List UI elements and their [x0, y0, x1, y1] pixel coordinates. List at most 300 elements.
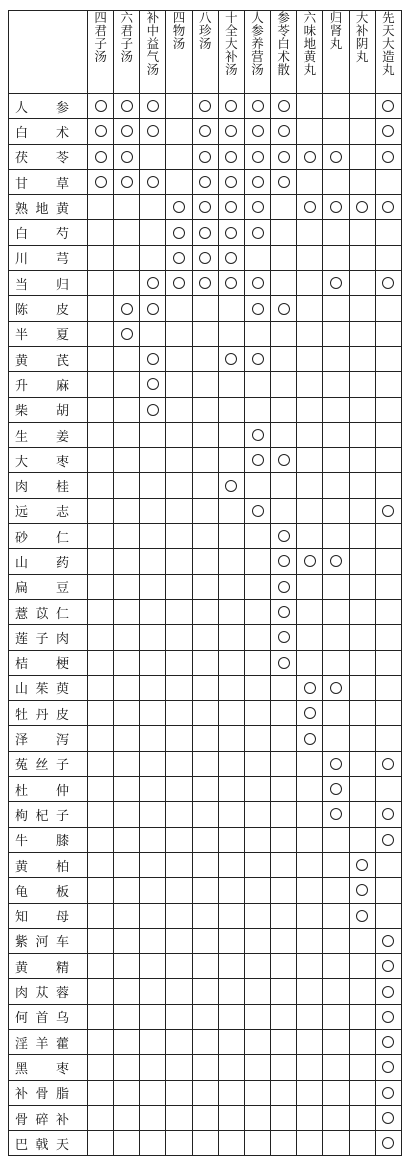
- mark-cell-empty: [375, 777, 401, 802]
- mark-cell-empty: [192, 625, 218, 650]
- circle-mark-icon: [278, 530, 290, 542]
- mark-cell-empty: [166, 346, 192, 371]
- mark-cell-empty: [114, 599, 140, 624]
- circle-mark-icon: [147, 404, 159, 416]
- mark-cell-empty: [88, 701, 114, 726]
- mark-cell-empty: [323, 827, 349, 852]
- mark-cell-empty: [114, 346, 140, 371]
- mark-cell-empty: [88, 549, 114, 574]
- mark-cell-empty: [349, 1131, 375, 1156]
- mark-cell-empty: [192, 827, 218, 852]
- table-row: [9, 245, 402, 270]
- mark-cell-filled: [140, 119, 166, 144]
- mark-cell-filled: [218, 220, 244, 245]
- mark-cell-filled: [140, 169, 166, 194]
- mark-cell-empty: [323, 524, 349, 549]
- mark-cell-empty: [114, 701, 140, 726]
- mark-cell-empty: [140, 195, 166, 220]
- mark-cell-empty: [192, 1004, 218, 1029]
- mark-cell-filled: [218, 195, 244, 220]
- mark-cell-empty: [114, 903, 140, 928]
- formula-name: 十 全 大 补 汤: [225, 10, 238, 77]
- circle-mark-icon: [382, 935, 394, 947]
- mark-cell-filled: [192, 195, 218, 220]
- mark-cell-empty: [297, 524, 323, 549]
- mark-cell-empty: [88, 954, 114, 979]
- circle-mark-icon: [382, 125, 394, 137]
- mark-cell-empty: [244, 245, 270, 270]
- mark-cell-empty: [218, 650, 244, 675]
- circle-mark-icon: [382, 277, 394, 289]
- mark-cell-filled: [375, 119, 401, 144]
- mark-cell-empty: [349, 599, 375, 624]
- mark-cell-empty: [271, 321, 297, 346]
- mark-cell-empty: [140, 220, 166, 245]
- mark-cell-filled: [244, 346, 270, 371]
- circle-mark-icon: [278, 176, 290, 188]
- mark-cell-empty: [244, 852, 270, 877]
- mark-cell-empty: [88, 777, 114, 802]
- formula-header: [349, 11, 375, 94]
- table-row: [9, 195, 402, 220]
- mark-cell-filled: [271, 94, 297, 119]
- formula-name: 四 君 子 汤: [94, 10, 107, 64]
- mark-cell-empty: [166, 549, 192, 574]
- mark-cell-filled: [375, 195, 401, 220]
- mark-cell-empty: [140, 954, 166, 979]
- mark-cell-filled: [140, 397, 166, 422]
- mark-cell-empty: [140, 802, 166, 827]
- mark-cell-empty: [349, 144, 375, 169]
- circle-mark-icon: [304, 555, 316, 567]
- mark-cell-empty: [349, 119, 375, 144]
- mark-cell-empty: [218, 1080, 244, 1105]
- mark-cell-empty: [349, 1004, 375, 1029]
- table-row: [9, 701, 402, 726]
- mark-cell-empty: [323, 473, 349, 498]
- mark-cell-empty: [166, 625, 192, 650]
- mark-cell-filled: [244, 220, 270, 245]
- table-row: [9, 878, 402, 903]
- mark-cell-empty: [323, 903, 349, 928]
- mark-cell-empty: [349, 1080, 375, 1105]
- mark-cell-empty: [218, 549, 244, 574]
- herb-name: 紫河车: [9, 928, 88, 953]
- mark-cell-empty: [244, 802, 270, 827]
- mark-cell-empty: [375, 296, 401, 321]
- mark-cell-empty: [192, 1080, 218, 1105]
- mark-cell-empty: [218, 1055, 244, 1080]
- mark-cell-empty: [349, 245, 375, 270]
- circle-mark-icon: [147, 378, 159, 390]
- circle-mark-icon: [225, 277, 237, 289]
- herb-name: 山茱萸: [9, 675, 88, 700]
- herb-name: 黄 芪: [9, 346, 88, 371]
- mark-cell-empty: [349, 1029, 375, 1054]
- mark-cell-filled: [166, 271, 192, 296]
- mark-cell-empty: [244, 777, 270, 802]
- mark-cell-empty: [349, 650, 375, 675]
- mark-cell-empty: [375, 549, 401, 574]
- herb-name: 茯 苓: [9, 144, 88, 169]
- mark-cell-filled: [323, 751, 349, 776]
- mark-cell-empty: [297, 448, 323, 473]
- herb-name: 淫羊藿: [9, 1029, 88, 1054]
- mark-cell-filled: [218, 271, 244, 296]
- mark-cell-empty: [114, 954, 140, 979]
- mark-cell-filled: [375, 144, 401, 169]
- mark-cell-empty: [271, 928, 297, 953]
- mark-cell-empty: [140, 701, 166, 726]
- circle-mark-icon: [147, 353, 159, 365]
- mark-cell-empty: [244, 1080, 270, 1105]
- circle-mark-icon: [278, 581, 290, 593]
- mark-cell-empty: [297, 928, 323, 953]
- mark-cell-empty: [140, 524, 166, 549]
- mark-cell-empty: [166, 422, 192, 447]
- mark-cell-filled: [375, 1105, 401, 1130]
- table-row: [9, 346, 402, 371]
- circle-mark-icon: [147, 125, 159, 137]
- herb-name: 黄 精: [9, 954, 88, 979]
- mark-cell-filled: [114, 94, 140, 119]
- circle-mark-icon: [330, 555, 342, 567]
- circle-mark-icon: [252, 227, 264, 239]
- mark-cell-empty: [114, 777, 140, 802]
- mark-cell-empty: [140, 1029, 166, 1054]
- mark-cell-filled: [218, 346, 244, 371]
- circle-mark-icon: [225, 176, 237, 188]
- mark-cell-empty: [218, 1004, 244, 1029]
- mark-cell-empty: [114, 827, 140, 852]
- herb-name: 何首乌: [9, 1004, 88, 1029]
- mark-cell-empty: [88, 928, 114, 953]
- table-row: [9, 751, 402, 776]
- herb-name: 莲子肉: [9, 625, 88, 650]
- mark-cell-filled: [375, 1055, 401, 1080]
- mark-cell-empty: [166, 574, 192, 599]
- circle-mark-icon: [121, 125, 133, 137]
- mark-cell-filled: [375, 928, 401, 953]
- mark-cell-filled: [349, 878, 375, 903]
- mark-cell-empty: [218, 878, 244, 903]
- circle-mark-icon: [147, 176, 159, 188]
- mark-cell-filled: [375, 802, 401, 827]
- mark-cell-empty: [218, 397, 244, 422]
- mark-cell-empty: [271, 979, 297, 1004]
- mark-cell-empty: [192, 979, 218, 1004]
- mark-cell-empty: [244, 1004, 270, 1029]
- mark-cell-empty: [297, 397, 323, 422]
- mark-cell-empty: [271, 422, 297, 447]
- mark-cell-empty: [375, 726, 401, 751]
- mark-cell-empty: [192, 473, 218, 498]
- table-row: [9, 1105, 402, 1130]
- mark-cell-empty: [244, 701, 270, 726]
- mark-cell-empty: [244, 827, 270, 852]
- mark-cell-empty: [192, 751, 218, 776]
- mark-cell-empty: [114, 195, 140, 220]
- mark-cell-empty: [297, 169, 323, 194]
- formula-header: [271, 11, 297, 94]
- circle-mark-icon: [382, 1137, 394, 1149]
- mark-cell-empty: [218, 726, 244, 751]
- circle-mark-icon: [382, 1087, 394, 1099]
- mark-cell-empty: [88, 574, 114, 599]
- mark-cell-empty: [140, 1131, 166, 1156]
- formula-name: 六 味 地 黄 丸: [303, 10, 317, 77]
- mark-cell-empty: [140, 903, 166, 928]
- circle-mark-icon: [199, 176, 211, 188]
- mark-cell-empty: [375, 625, 401, 650]
- mark-cell-empty: [349, 675, 375, 700]
- mark-cell-filled: [323, 195, 349, 220]
- mark-cell-filled: [244, 422, 270, 447]
- herb-name: 黑 枣: [9, 1055, 88, 1080]
- mark-cell-empty: [166, 852, 192, 877]
- mark-cell-empty: [88, 397, 114, 422]
- mark-cell-empty: [140, 448, 166, 473]
- mark-cell-filled: [271, 524, 297, 549]
- mark-cell-empty: [140, 1055, 166, 1080]
- mark-cell-empty: [297, 372, 323, 397]
- mark-cell-empty: [297, 1004, 323, 1029]
- mark-cell-empty: [218, 751, 244, 776]
- mark-cell-empty: [88, 220, 114, 245]
- table-row: [9, 1080, 402, 1105]
- mark-cell-empty: [297, 422, 323, 447]
- mark-cell-empty: [271, 954, 297, 979]
- circle-mark-icon: [225, 353, 237, 365]
- mark-cell-filled: [375, 1080, 401, 1105]
- herb-name: 人 参: [9, 94, 88, 119]
- mark-cell-empty: [140, 599, 166, 624]
- mark-cell-empty: [323, 878, 349, 903]
- circle-mark-icon: [173, 227, 185, 239]
- mark-cell-empty: [375, 372, 401, 397]
- mark-cell-empty: [375, 473, 401, 498]
- mark-cell-filled: [192, 119, 218, 144]
- mark-cell-empty: [192, 422, 218, 447]
- mark-cell-empty: [192, 574, 218, 599]
- table-body: [9, 94, 402, 1156]
- mark-cell-empty: [218, 802, 244, 827]
- circle-mark-icon: [304, 151, 316, 163]
- mark-cell-filled: [192, 94, 218, 119]
- circle-mark-icon: [121, 328, 133, 340]
- mark-cell-empty: [297, 220, 323, 245]
- formula-header: [192, 11, 218, 94]
- mark-cell-filled: [140, 372, 166, 397]
- mark-cell-empty: [323, 448, 349, 473]
- mark-cell-empty: [375, 524, 401, 549]
- herb-name: 薏苡仁: [9, 599, 88, 624]
- mark-cell-empty: [297, 1080, 323, 1105]
- herb-name: 泽 泻: [9, 726, 88, 751]
- mark-cell-empty: [349, 296, 375, 321]
- mark-cell-empty: [114, 397, 140, 422]
- mark-cell-empty: [218, 1131, 244, 1156]
- mark-cell-empty: [114, 979, 140, 1004]
- mark-cell-empty: [271, 1004, 297, 1029]
- mark-cell-empty: [323, 954, 349, 979]
- circle-mark-icon: [199, 125, 211, 137]
- mark-cell-empty: [166, 701, 192, 726]
- circle-mark-icon: [304, 707, 316, 719]
- mark-cell-filled: [271, 169, 297, 194]
- circle-mark-icon: [121, 100, 133, 112]
- mark-cell-empty: [166, 726, 192, 751]
- mark-cell-filled: [218, 119, 244, 144]
- mark-cell-empty: [271, 498, 297, 523]
- circle-mark-icon: [252, 303, 264, 315]
- mark-cell-empty: [166, 979, 192, 1004]
- mark-cell-empty: [349, 777, 375, 802]
- mark-cell-empty: [297, 979, 323, 1004]
- mark-cell-empty: [88, 1004, 114, 1029]
- formula-name: 六 君 子 汤: [120, 10, 133, 64]
- circle-mark-icon: [225, 100, 237, 112]
- mark-cell-empty: [349, 498, 375, 523]
- mark-cell-filled: [375, 1004, 401, 1029]
- mark-cell-empty: [297, 574, 323, 599]
- mark-cell-empty: [88, 1131, 114, 1156]
- mark-cell-empty: [140, 928, 166, 953]
- mark-cell-empty: [192, 1105, 218, 1130]
- mark-cell-empty: [297, 878, 323, 903]
- circle-mark-icon: [278, 555, 290, 567]
- mark-cell-empty: [114, 1105, 140, 1130]
- herb-name: 甘 草: [9, 169, 88, 194]
- mark-cell-filled: [244, 296, 270, 321]
- mark-cell-empty: [192, 372, 218, 397]
- circle-mark-icon: [382, 758, 394, 770]
- mark-cell-filled: [323, 271, 349, 296]
- mark-cell-filled: [244, 169, 270, 194]
- mark-cell-filled: [218, 94, 244, 119]
- mark-cell-filled: [375, 1029, 401, 1054]
- mark-cell-empty: [297, 777, 323, 802]
- mark-cell-empty: [323, 979, 349, 1004]
- mark-cell-empty: [218, 928, 244, 953]
- mark-cell-empty: [114, 422, 140, 447]
- circle-mark-icon: [199, 227, 211, 239]
- mark-cell-empty: [349, 346, 375, 371]
- mark-cell-empty: [349, 928, 375, 953]
- mark-cell-filled: [218, 245, 244, 270]
- mark-cell-empty: [375, 701, 401, 726]
- mark-cell-empty: [244, 625, 270, 650]
- mark-cell-empty: [192, 321, 218, 346]
- mark-cell-filled: [114, 144, 140, 169]
- herb-name: 骨碎补: [9, 1105, 88, 1130]
- mark-cell-empty: [323, 169, 349, 194]
- table-row: [9, 852, 402, 877]
- mark-cell-empty: [140, 144, 166, 169]
- mark-cell-empty: [349, 169, 375, 194]
- mark-cell-filled: [297, 675, 323, 700]
- mark-cell-empty: [88, 675, 114, 700]
- mark-cell-empty: [349, 625, 375, 650]
- mark-cell-empty: [297, 802, 323, 827]
- table-row: [9, 473, 402, 498]
- circle-mark-icon: [278, 657, 290, 669]
- mark-cell-empty: [323, 650, 349, 675]
- mark-cell-empty: [166, 448, 192, 473]
- mark-cell-empty: [349, 726, 375, 751]
- mark-cell-empty: [166, 498, 192, 523]
- circle-mark-icon: [252, 505, 264, 517]
- mark-cell-empty: [166, 903, 192, 928]
- circle-mark-icon: [382, 808, 394, 820]
- mark-cell-empty: [323, 1029, 349, 1054]
- table-row: [9, 675, 402, 700]
- mark-cell-filled: [271, 549, 297, 574]
- formula-name: 大 补 阴 丸: [355, 10, 369, 64]
- mark-cell-empty: [192, 296, 218, 321]
- mark-cell-empty: [297, 650, 323, 675]
- mark-cell-empty: [88, 245, 114, 270]
- circle-mark-icon: [330, 151, 342, 163]
- corner-cell: [9, 11, 88, 94]
- mark-cell-filled: [244, 448, 270, 473]
- mark-cell-empty: [271, 220, 297, 245]
- table-row: [9, 726, 402, 751]
- herb-name: 巴戟天: [9, 1131, 88, 1156]
- circle-mark-icon: [382, 151, 394, 163]
- table-row: [9, 979, 402, 1004]
- mark-cell-filled: [271, 650, 297, 675]
- mark-cell-empty: [271, 245, 297, 270]
- mark-cell-empty: [140, 751, 166, 776]
- mark-cell-filled: [88, 119, 114, 144]
- circle-mark-icon: [278, 100, 290, 112]
- formula-header: [297, 11, 323, 94]
- mark-cell-filled: [114, 296, 140, 321]
- mark-cell-empty: [166, 675, 192, 700]
- circle-mark-icon: [330, 277, 342, 289]
- mark-cell-empty: [218, 321, 244, 346]
- mark-cell-empty: [114, 574, 140, 599]
- table-row: [9, 372, 402, 397]
- mark-cell-empty: [88, 650, 114, 675]
- circle-mark-icon: [356, 201, 368, 213]
- mark-cell-empty: [88, 599, 114, 624]
- mark-cell-empty: [375, 599, 401, 624]
- circle-mark-icon: [330, 808, 342, 820]
- mark-cell-empty: [271, 1029, 297, 1054]
- mark-cell-filled: [140, 296, 166, 321]
- formula-name: 人 参 养 营 汤: [251, 10, 264, 77]
- circle-mark-icon: [278, 454, 290, 466]
- mark-cell-empty: [140, 650, 166, 675]
- mark-cell-empty: [271, 473, 297, 498]
- herb-name: 生 姜: [9, 422, 88, 447]
- mark-cell-filled: [114, 169, 140, 194]
- table-row: [9, 169, 402, 194]
- mark-cell-empty: [271, 802, 297, 827]
- mark-cell-empty: [323, 372, 349, 397]
- mark-cell-empty: [114, 220, 140, 245]
- mark-cell-empty: [140, 498, 166, 523]
- mark-cell-empty: [244, 473, 270, 498]
- mark-cell-filled: [271, 625, 297, 650]
- mark-cell-empty: [271, 852, 297, 877]
- mark-cell-empty: [323, 422, 349, 447]
- mark-cell-empty: [166, 751, 192, 776]
- mark-cell-empty: [244, 1131, 270, 1156]
- mark-cell-filled: [349, 903, 375, 928]
